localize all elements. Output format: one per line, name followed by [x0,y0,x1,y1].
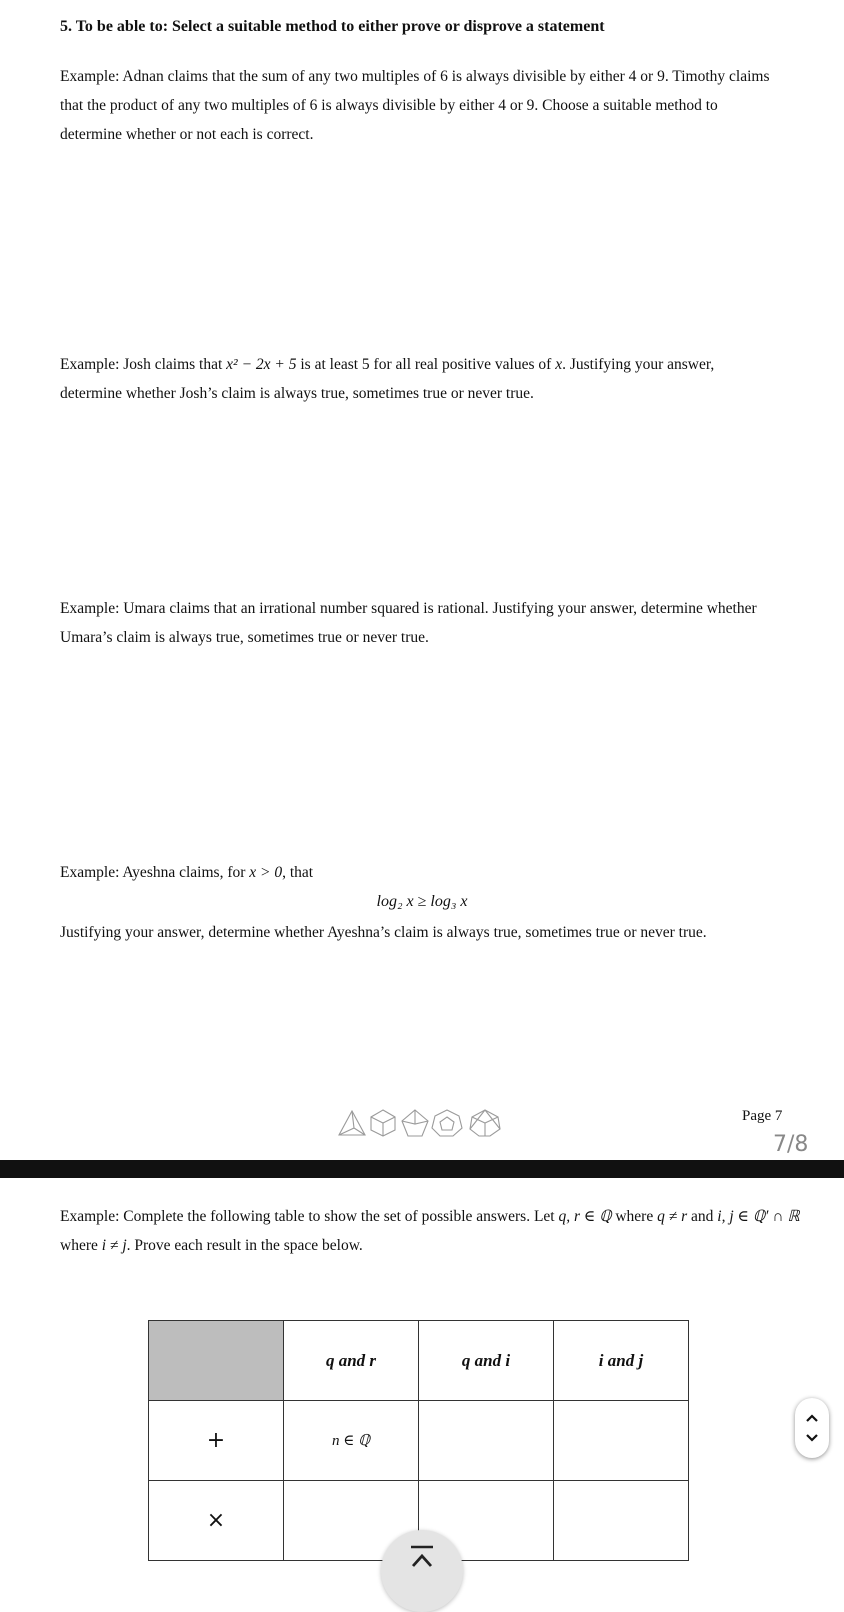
example-table-intro: Example: Complete the following table to show the set of possible answers. Let q, r ∈ ℚ where q ≠ r and i, j ∈ ℚ′ ∩ ℝ where i ≠ j. Prove each result in the space below. [60,1208,800,1254]
example-umara: Example: Umara claims that an irrational number squared is rational. Justifying your answer, determine whether Umara’s claim is always true, sometimes true or never true. [60,600,757,646]
page-divider [0,1160,844,1178]
table-cell [554,1481,689,1561]
table-cell [419,1401,554,1481]
column-header: q and i [419,1321,554,1401]
table-corner-cell [149,1321,284,1401]
table-row [149,1401,689,1481]
column-header: i and j [554,1321,689,1401]
example-ayeshna-question: Justifying your answer, determine whether Ayeshna’s claim is always true, sometimes true or never true. [60,924,707,941]
example-adnan-timothy: Example: Adnan claims that the sum of any two multiples of 6 is always divisible by either 4 or 9. Timothy claims that the product of any two multiples of 6 is always divisible by either 4 or 9. Choose a suitable method to determine whether or not each is correct. [60,68,770,143]
chevron-down-icon [805,1433,819,1443]
answers-table [148,1320,689,1561]
positive-condition: x > 0 [249,864,283,881]
page-counter: 7/8 [773,1132,809,1157]
row-header-times: × [149,1481,284,1561]
chevron-up-icon [805,1413,819,1423]
page-label: Page 7 [742,1108,783,1124]
table-cell [554,1401,689,1481]
table-header-row [149,1321,689,1401]
row-header-plus: + [149,1401,284,1481]
column-header: q and r [284,1321,419,1401]
table-cell: n ∈ ℚ [284,1401,419,1481]
previous-page-button[interactable] [802,1408,822,1428]
log-inequality: log₂ x ≥ log₃ x [376,893,468,910]
next-page-button[interactable] [802,1428,822,1448]
page-nav-control [795,1398,829,1458]
example-ayeshna-intro: Example: Ayeshna claims, for x > 0, that [60,864,314,881]
example-josh: Example: Josh claims that x² − 2x + 5 is at least 5 for all real positive values of x. Justifying your answer, determine whether Josh’s claim is always true, sometimes true or never true. [60,356,715,402]
polyhedra-logo-icon [336,1108,508,1138]
section-heading: 5. To be able to: Select a suitable method to either prove or disprove a statement [60,18,605,35]
quadratic-expression: x² − 2x + 5 [226,356,297,373]
scroll-to-top-icon [407,1544,437,1570]
